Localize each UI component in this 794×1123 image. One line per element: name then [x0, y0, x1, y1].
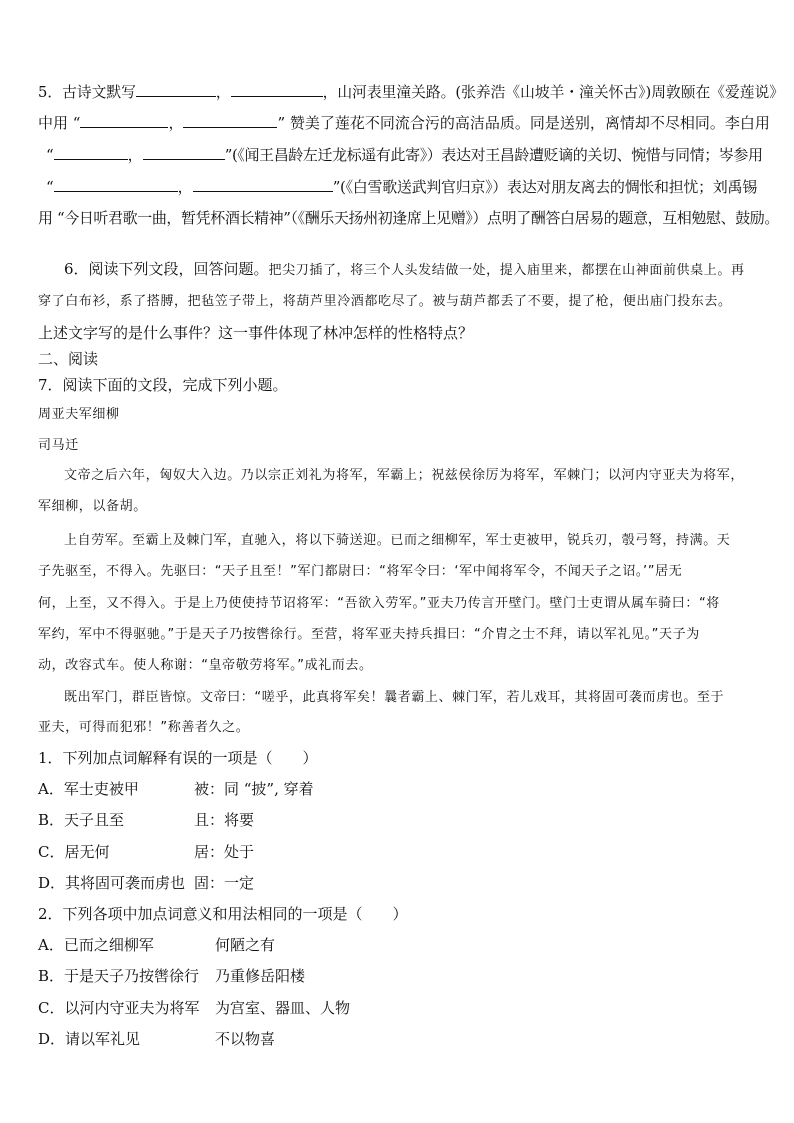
passage-line: 文帝之后六年，匈奴大入边。乃以宗正刘礼为将军，军霸上；祝兹侯徐厉为将军，军棘门；以河内守亚夫为将军， [64, 468, 745, 483]
fill-blank-input[interactable] [143, 145, 225, 160]
q5-text: ， [168, 114, 184, 132]
fill-blank-input[interactable] [136, 82, 216, 97]
q5-text: ”(《闻王昌龄左迁龙标遥有此寄》）表达对王昌龄遭贬谪的关切、惋惜与同情；岑参用 [224, 146, 763, 164]
sub1-option-b[interactable]: B．天子且至 [38, 811, 125, 829]
fill-blank-input[interactable] [193, 177, 333, 192]
sub2-option-b-note: 乃重修岳阳楼 [215, 967, 306, 985]
q5-line-2 [38, 113, 770, 133]
q6-prompt: 6．阅读下列文段，回答问题。 [64, 260, 269, 278]
q5-text: ， [177, 178, 193, 196]
sub1-option-b-note: 且：将要 [194, 811, 255, 829]
q6-line-1 [64, 259, 745, 281]
q5-line-1 [38, 82, 784, 103]
q5-text: 5．古诗文默写 [38, 84, 136, 101]
section-heading: 二、阅读 [38, 350, 99, 368]
q5-text: ，山河表里潼关路。(张养浩《山坡羊・潼关怀古》)周敦颐在《爱莲说》 [322, 84, 785, 101]
fill-blank-input[interactable] [80, 113, 168, 128]
q5-line-3 [46, 145, 763, 165]
sub2-option-a[interactable]: A．已而之细柳军 [38, 936, 154, 954]
sub2-option-c[interactable]: C．以河内守亚夫为将军 [38, 999, 200, 1017]
q5-line-5: 用 “今日听君歌一曲，暂凭杯酒长精神”（《酬乐天扬州初逢席上见赠》）点明了酬答白居易的题意，互相勉慰、鼓励。 [38, 209, 780, 227]
sub1-option-c-note: 居：处于 [194, 843, 255, 861]
passage-line: 亚夫，可得而犯邪！”称善者久之。 [38, 720, 250, 735]
fill-blank-input[interactable] [54, 177, 178, 192]
sub2-option-d[interactable]: D．请以军礼见 [38, 1030, 141, 1048]
sub1-option-d[interactable]: D．其将固可袭而虏也 [38, 874, 186, 892]
fill-blank-input[interactable] [231, 82, 323, 97]
q6-excerpt-line-2: 穿了白布衫，系了搭膊，把毡笠子带上，将葫芦里冷酒都吃尽了。被与葫芦都丢了不要，提了枪，便出庙门投东去。 [38, 294, 732, 309]
q5-text: ”(《白雪歌送武判官归京》）表达对朋友离去的惆怅和担忧；刘禹锡 [332, 178, 757, 196]
passage-author: 司马迁 [38, 438, 79, 453]
passage-line: 既出军门，群臣皆惊。文帝曰：“嗟乎，此真将军矣！曩者霸上、棘门军，若儿戏耳，其将固可袭而虏也。至于 [64, 690, 725, 705]
q5-text: ， [127, 146, 143, 164]
q5-text: “ [46, 178, 54, 196]
q6-question: 上述文字写的是什么事件？这一事件体现了林冲怎样的性格特点？ [38, 324, 474, 342]
sub1-option-c[interactable]: C．居无何 [38, 843, 110, 861]
sub1-option-d-note: 固：一定 [194, 874, 255, 892]
fill-blank-input[interactable] [54, 145, 128, 160]
q5-text: ， [215, 84, 231, 101]
passage-title: 周亚夫军细柳 [38, 407, 120, 422]
subquestion-2-stem: 2．下列各项中加点词意义和用法相同的一项是（ ） [38, 905, 408, 923]
passage-line: 何，上至，又不得入。于是上乃使使持节诏将军：“吾欲入劳军。”亚夫乃传言开壁门。壁门士吏谓从属车骑曰：“将 [38, 596, 720, 611]
q5-text: ” 赞美了莲花不同流合污的高洁品质。同是送别，离情却不尽相同。李白用 [277, 114, 770, 132]
sub2-option-a-note: 何陋之有 [215, 936, 276, 954]
q5-line-4 [46, 177, 757, 197]
sub1-option-a-note: 被：同 “披”, 穿着 [194, 780, 314, 798]
q5-text: 中用 “ [38, 114, 81, 132]
q6-excerpt: 把尖刀插了，将三个人头发结做一处，提入庙里来，都摆在山神面前供桌上。再 [268, 263, 745, 278]
sub2-option-b[interactable]: B．于是天子乃按辔徐行 [38, 967, 200, 985]
sub2-option-c-note: 为宫室、器皿、人物 [215, 999, 351, 1017]
passage-line: 军细柳，以备胡。 [38, 499, 147, 514]
passage-line: 军约，军中不得驱驰。”于是天子乃按辔徐行。至营，将军亚夫持兵揖曰：“介胄之士不拜，请以军礼见。”天子为 [38, 627, 700, 642]
sub2-option-d-note: 不以物喜 [215, 1030, 276, 1048]
fill-blank-input[interactable] [183, 113, 277, 128]
q5-text: “ [46, 146, 54, 164]
passage-line: 子先驱至，不得入。先驱曰：“天子且至！”军门都尉曰：“将军令曰：‘军中闻将军令，不闻天子之诏。’”居无 [38, 564, 683, 579]
sub1-option-a[interactable]: A．军士吏被甲 [38, 780, 139, 798]
passage-line: 动，改容式车。使人称谢：“皇帝敬劳将军。”成礼而去。 [38, 658, 373, 673]
subquestion-1-stem: 1．下列加点词解释有误的一项是（ ） [38, 749, 318, 767]
q7-intro: 7．阅读下面的文段，完成下列小题。 [38, 376, 288, 394]
passage-line: 上自劳军。至霸上及棘门军，直驰入，将以下骑送迎。已而之细柳军，军士吏被甲，锐兵刃，彀弓弩，持满。天 [64, 533, 731, 548]
